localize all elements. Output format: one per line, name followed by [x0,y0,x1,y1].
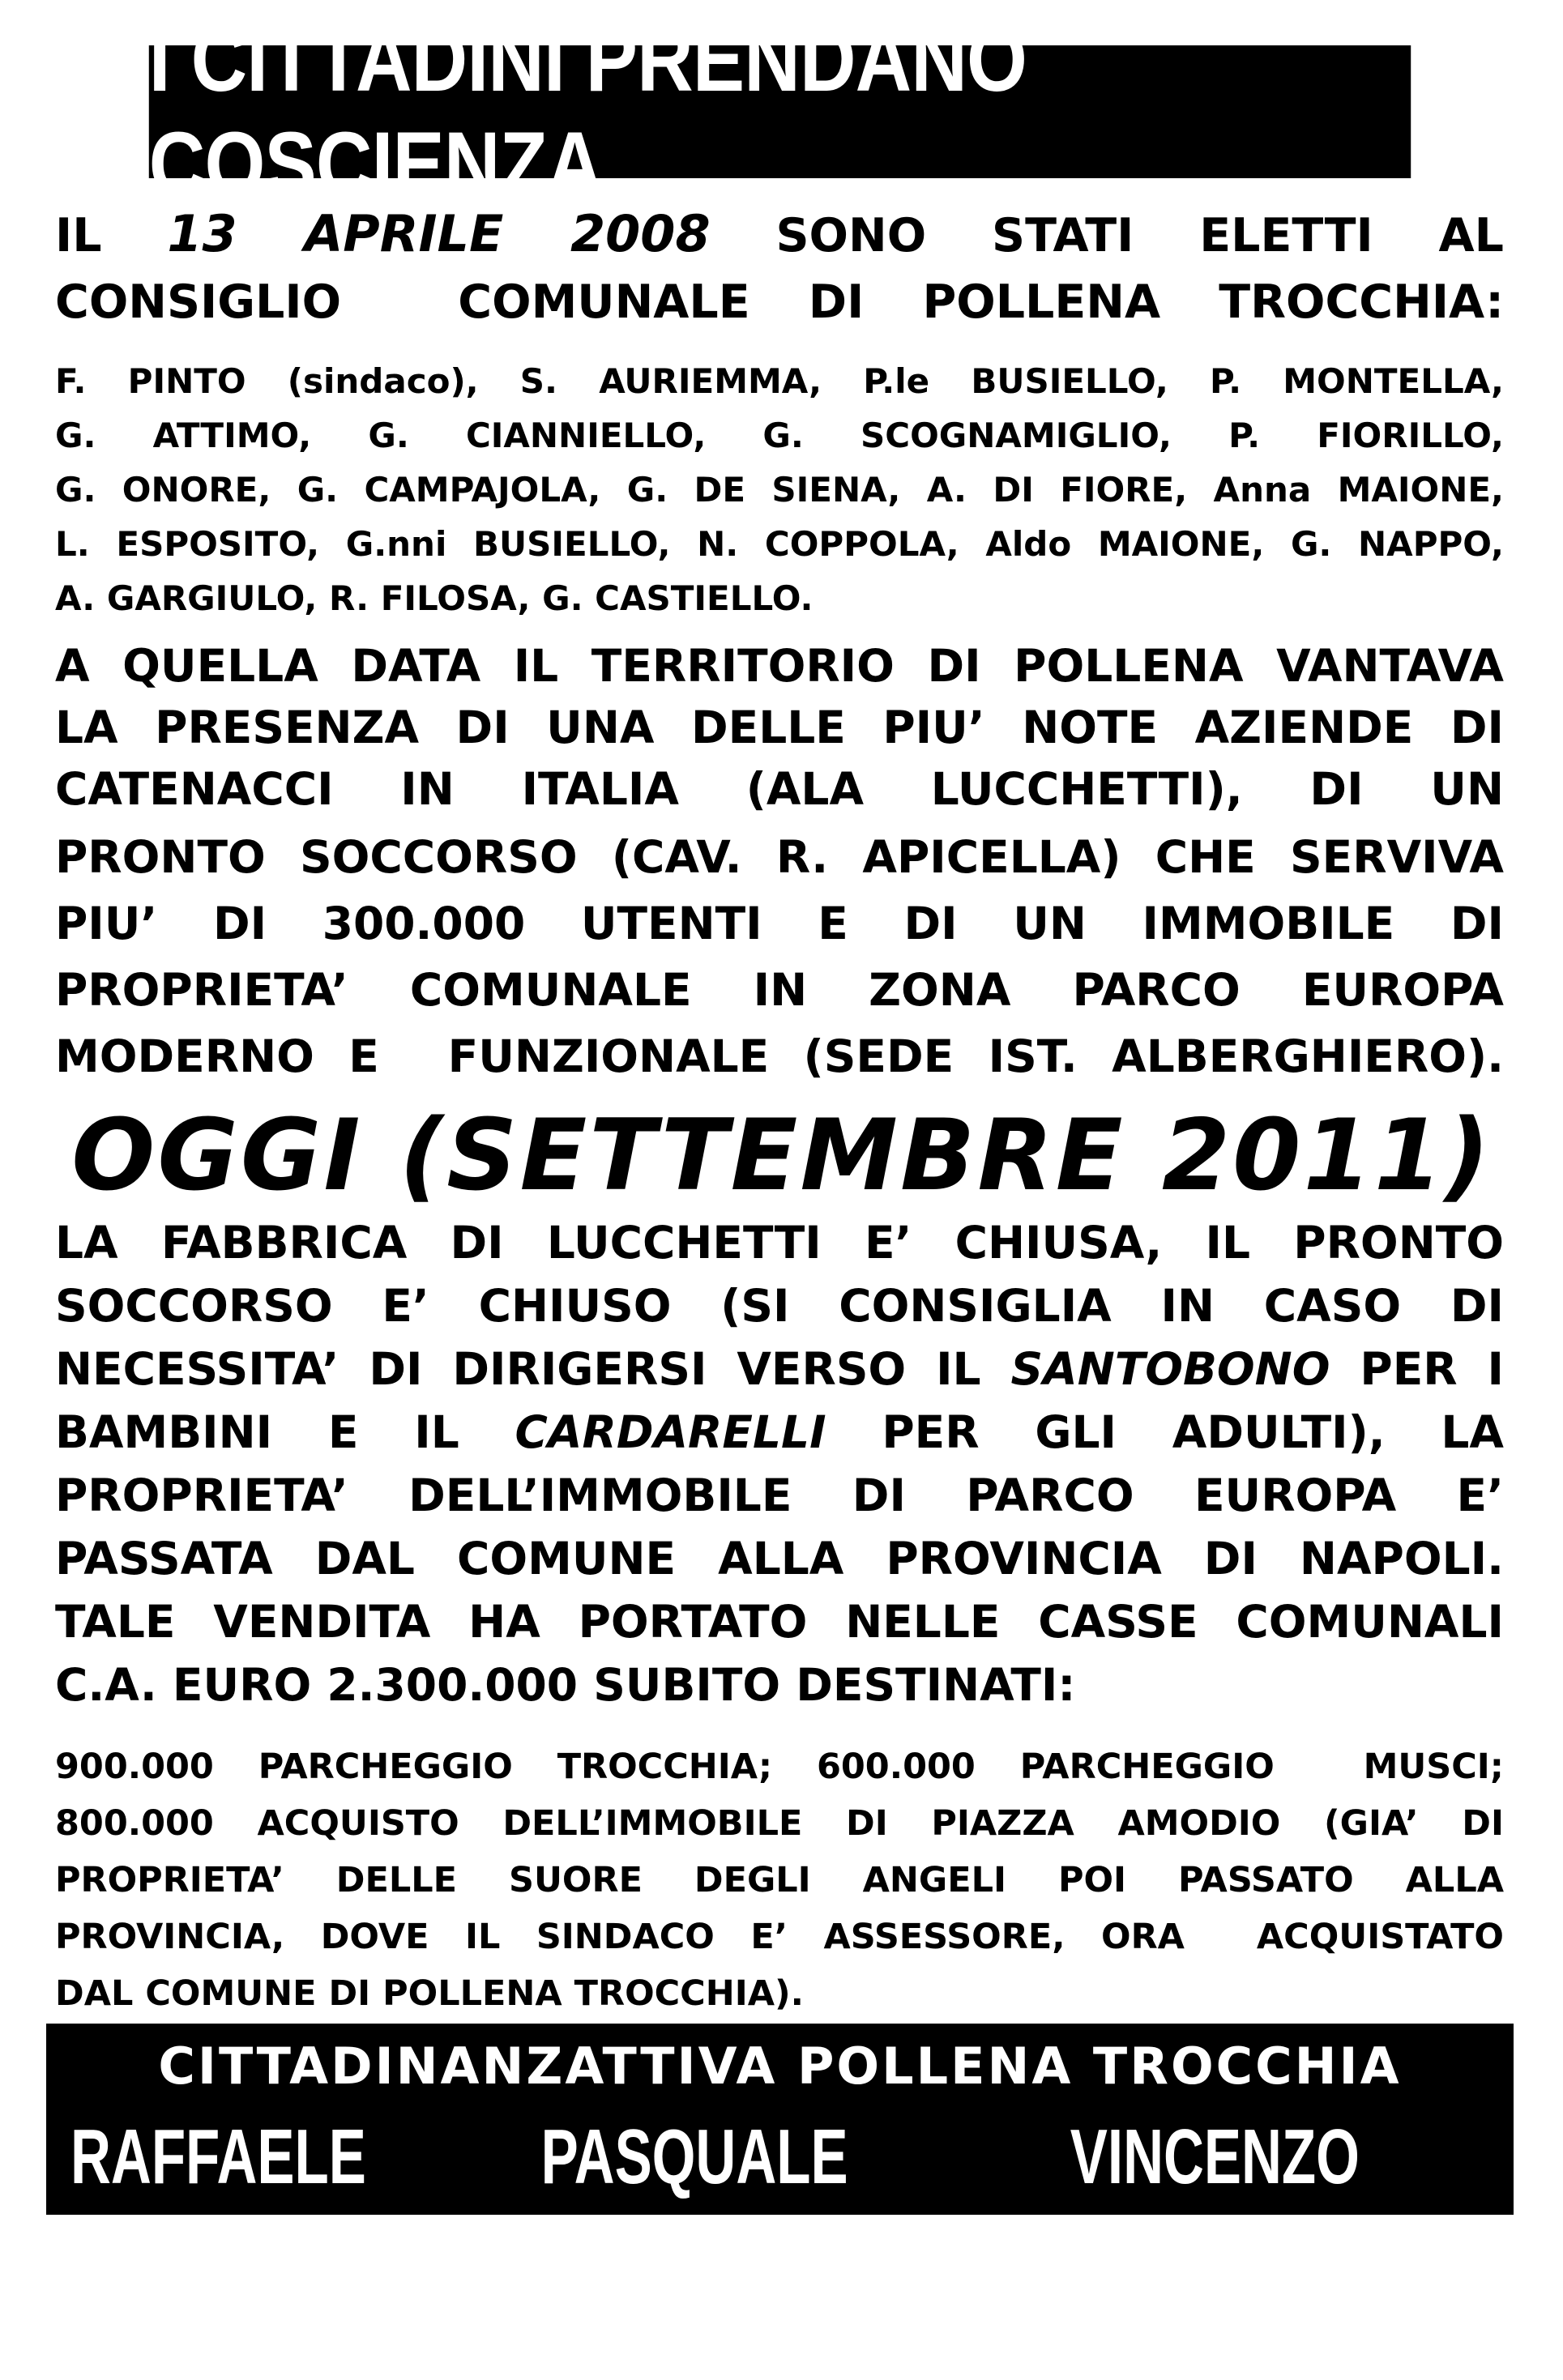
elected-line: G. ATTIMO, G. CIANNIELLO, G. SCOGNAMIGLIO, P. FIORILLO, [55,416,1504,455]
intro-il: IL [55,209,102,262]
history-line: PRONTO SOCCORSO (CAV. R. APICELLA) CHE SERVIVA [55,831,1504,883]
history-line: LA PRESENZA DI UNA DELLE PIU’ NOTE AZIENDE DI [55,702,1504,753]
today-line: C.A. EURO 2.300.000 SUBITO DESTINATI: [55,1659,1076,1711]
signer: VINCENZO SANNINO E PIPPO [1070,2113,1382,2378]
today-line: SOCCORSO E’ CHIUSO (SI CONSIGLIA IN CASO DI [55,1280,1504,1332]
signer: RAFFAELE DI FIORE [70,2113,366,2289]
footer-banner [46,2024,1514,2378]
cardarelli-name: CARDARELLI [515,1406,826,1458]
elected-line: F. PINTO (sindaco), S. AURIEMMA, P.le BUSIELLO, P. MONTELLA, [55,361,1504,401]
today-line: TALE VENDITA HA PORTATO NELLE CASSE COMUNALI [55,1596,1504,1648]
page-title: I CITTADINI PRENDANO COSCIENZA [148,9,1027,215]
allocation-line: DAL COMUNE DI POLLENA TROCCHIA). [55,1973,804,2014]
history-line: A QUELLA DATA IL TERRITORIO DI POLLENA VANTAVA [55,640,1504,692]
intro-rest: SONO STATI ELETTI AL [775,209,1504,262]
today-heading: OGGI (SETTEMBRE 2011) [71,1098,1493,1213]
today-line: BAMBINI E IL CARDARELLI PER GLI ADULTI), LA [55,1406,1505,1458]
history-line: CATENACCI IN ITALIA (ALA LUCCHETTI), DI UN [55,763,1504,815]
title-banner [148,9,1411,215]
santobono-name: SANTOBONO [1010,1343,1330,1395]
today-line: PASSATA DAL COMUNE ALLA PROVINCIA DI NAPOLI. [55,1533,1504,1585]
allocation-line: PROVINCIA, DOVE IL SINDACO E’ ASSESSORE, ORA ACQUISTATO [55,1917,1504,1957]
organization-name: CITTADINANZATTIVA POLLENA TROCCHIA [158,2037,1402,2096]
elected-line: A. GARGIULO, R. FILOSA, G. CASTIELLO. [55,578,814,618]
history-line: MODERNO E FUNZIONALE (SEDE IST. ALBERGHIERO). [55,1030,1504,1082]
election-date: 13 APRILE 2008 [167,204,711,263]
history-line: PROPRIETA’ COMUNALE IN ZONA PARCO EUROPA [55,964,1504,1016]
intro-line-2: CONSIGLIO COMUNALE DI POLLENA TROCCHIA: [55,275,1504,329]
today-line: NECESSITA’ DI DIRIGERSI VERSO IL SANTOBONO PER I [55,1343,1504,1395]
allocation-line: 900.000 PARCHEGGIO TROCCHIA; 600.000 PARCHEGGIO MUSCI; [55,1747,1504,1787]
history-line: PIU’ DI 300.000 UTENTI E DI UN IMMOBILE DI [55,898,1504,949]
elected-line: G. ONORE, G. CAMPAJOLA, G. DE SIENA, A. DI FIORE, Anna MAIONE, [55,470,1504,510]
today-line: LA FABBRICA DI LUCCHETTI E’ CHIUSA, IL PRONTO [55,1217,1504,1269]
signers [70,2113,1488,2380]
signer: PASQUALE MURONE [540,2113,848,2289]
allocation-line: 800.000 ACQUISTO DELL’IMMOBILE DI PIAZZA AMODIO (GIA’ DI [55,1803,1504,1844]
intro-line-1 [55,204,1504,263]
today-line: PROPRIETA’ DELL’IMMOBILE DI PARCO EUROPA E’ [55,1469,1504,1521]
allocation-line: PROPRIETA’ DELLE SUORE DEGLI ANGELI POI PASSATO ALLA [55,1860,1504,1900]
elected-line: L. ESPOSITO, G.nni BUSIELLO, N. COPPOLA, Aldo MAIONE, G. NAPPO, [55,524,1504,564]
